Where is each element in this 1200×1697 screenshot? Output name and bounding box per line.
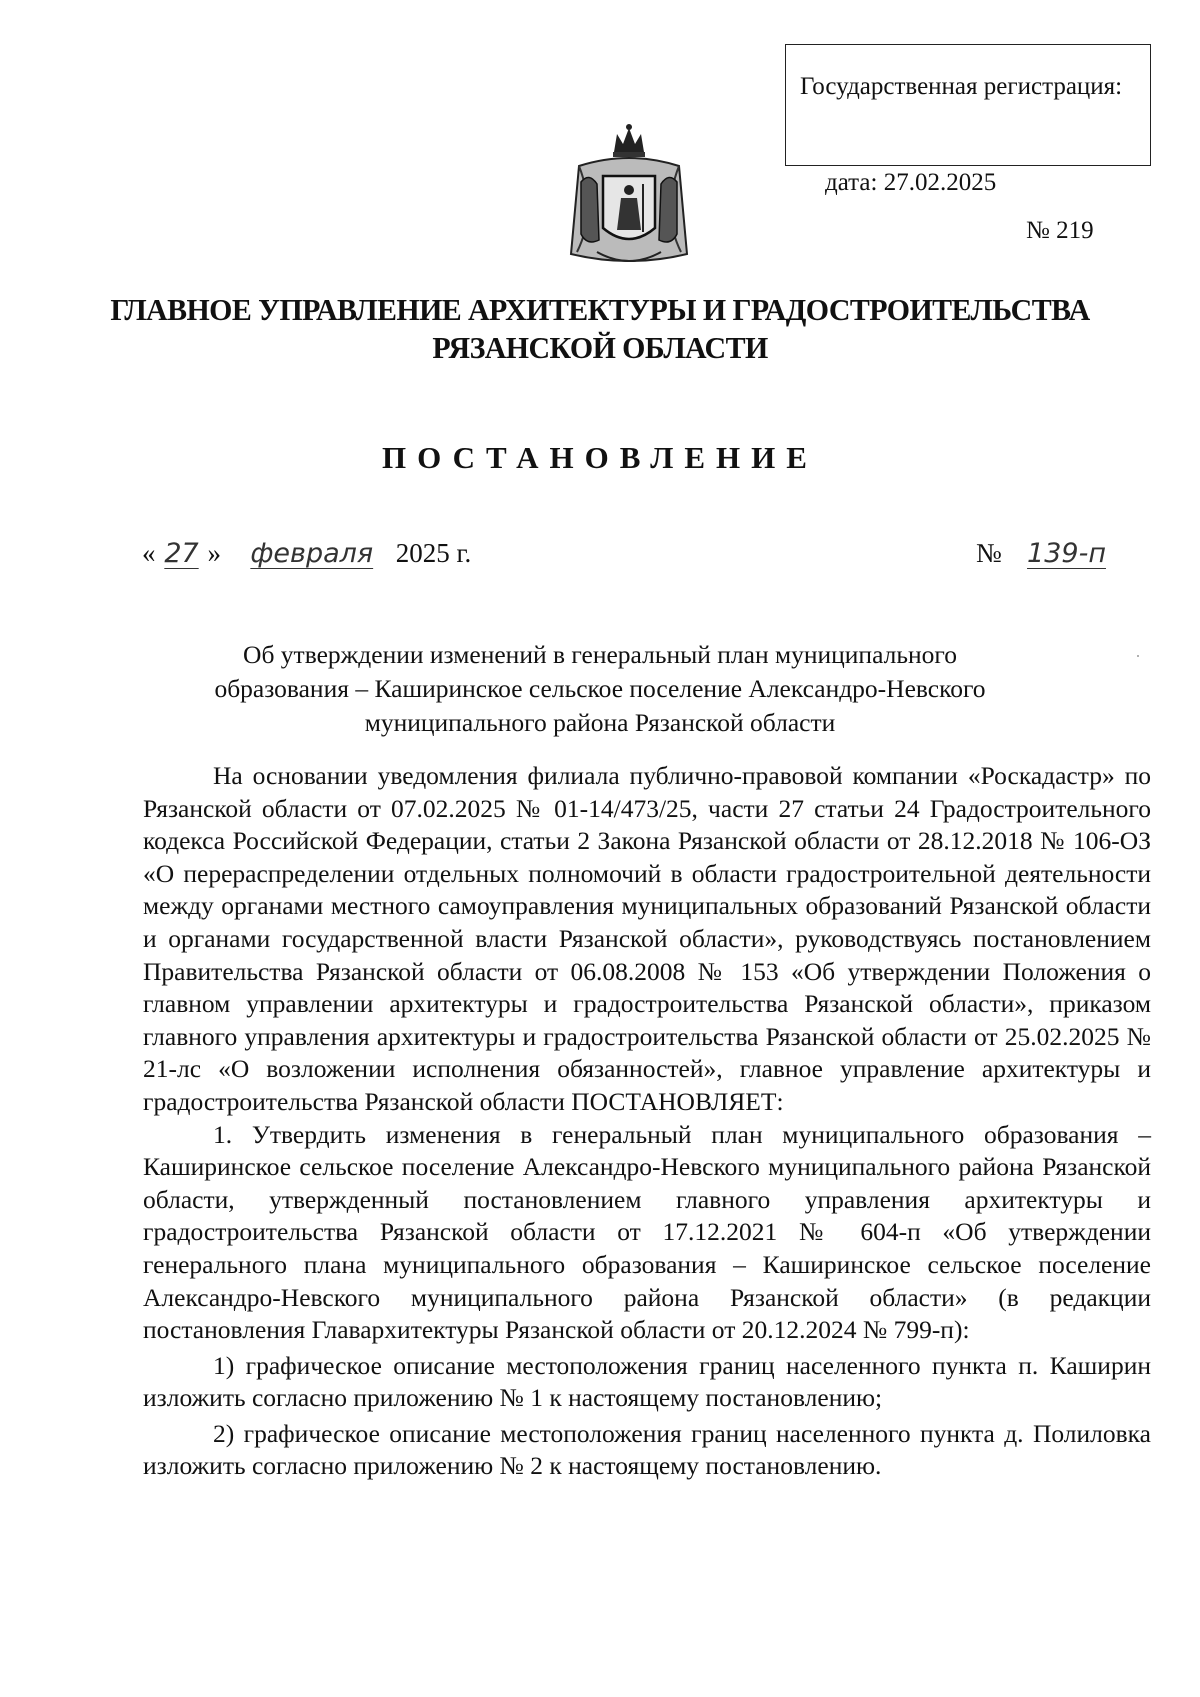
preamble-paragraph: На основании уведомления филиала публично-правовой компании «Роскадастр» по Рязанской области от 07.02.2025 № 01-14/473/25, части 27 статьи 24 Градостроительного кодекса Российской Федерации, статьи 2 Закона Рязанской области от 28.12.2018 № 106-ОЗ «О перераспределении отдельных полномочий в области градостроительной деятельности между органами местного самоуправления муниципальных образований Рязанской области и органами государственной власти Рязанской области», руководствуясь постановлением Правительства Рязанской области от 06.08.2008 № 153 «Об утверждении Положения о главном управлении архитектуры и градостроительства Рязанской области», приказом главного управления архитектуры и градостроительства Рязанской области от 25.02.2025 № 21-лс «О возложении исполнения обязанностей», главное управление архитектуры и градостроительства Рязанской области ПОСТАНОВЛЯЕТ:: [143, 761, 1151, 1116]
document-subject: [150, 638, 1050, 740]
org-name-line2: РЯЗАНСКОЙ ОБЛАСТИ: [432, 330, 768, 365]
subject-line: образования – Каширинское сельское поселение Александро-Невского: [214, 674, 986, 703]
document-date: [142, 538, 471, 569]
registration-stamp: [785, 44, 1151, 244]
date-year: 2025 г.: [395, 538, 472, 568]
subject-line: Об утверждении изменений в генеральный план муниципального: [243, 640, 957, 669]
document-body: [143, 760, 1151, 1483]
date-open-quote: «: [142, 538, 156, 568]
subpoint-2-paragraph: 2) графическое описание местоположения границ населенного пункта д. Полиловка изложить согласно приложению № 2 к настоящему постановлению.: [143, 1418, 1151, 1481]
point-1-paragraph: 1. Утвердить изменения в генеральный план муниципального образования – Каширинское сельское поселение Александро-Невского муниципального района Рязанской области, утвержденный постановлением главного управления архитектуры и градостроительства Рязанской области от 17.12.2021 № 604-п «Об утверждении генерального плана муниципального образования – Каширинское сельское поселение Александро-Невского муниципального района Рязанской области» (в редакции постановления Главархитектуры Рязанской области от 20.12.2024 № 799-п):: [143, 1119, 1151, 1345]
org-name-line1: ГЛАВНОЕ УПРАВЛЕНИЕ АРХИТЕКТУРЫ И ГРАДОСТРОИТЕЛЬСТВА: [110, 292, 1090, 327]
document-number-handwritten: 139-п: [1027, 538, 1106, 569]
document-number: [976, 538, 1125, 569]
scan-speck: [1137, 655, 1139, 657]
document-type-title: ПОСТАНОВЛЕНИЕ: [382, 440, 818, 475]
subject-line: муниципального района Рязанской области: [364, 708, 836, 737]
registration-title: Государственная регистрация:: [800, 73, 1123, 100]
document-number-prefix: №: [976, 538, 1002, 568]
subpoint-1-paragraph: 1) графическое описание местоположения границ населенного пункта п. Каширин изложить согласно приложению № 1 к настоящему постановлению;: [143, 1350, 1151, 1413]
registration-number: № 219: [1026, 217, 1094, 244]
date-day-handwritten: 27: [164, 538, 199, 569]
date-close-quote: »: [207, 538, 221, 568]
registration-date: дата: 27.02.2025: [825, 169, 997, 196]
registration-line: [800, 111, 1150, 303]
coat-of-arms-emblem: [567, 122, 691, 274]
date-month-handwritten: февраля: [250, 538, 374, 569]
